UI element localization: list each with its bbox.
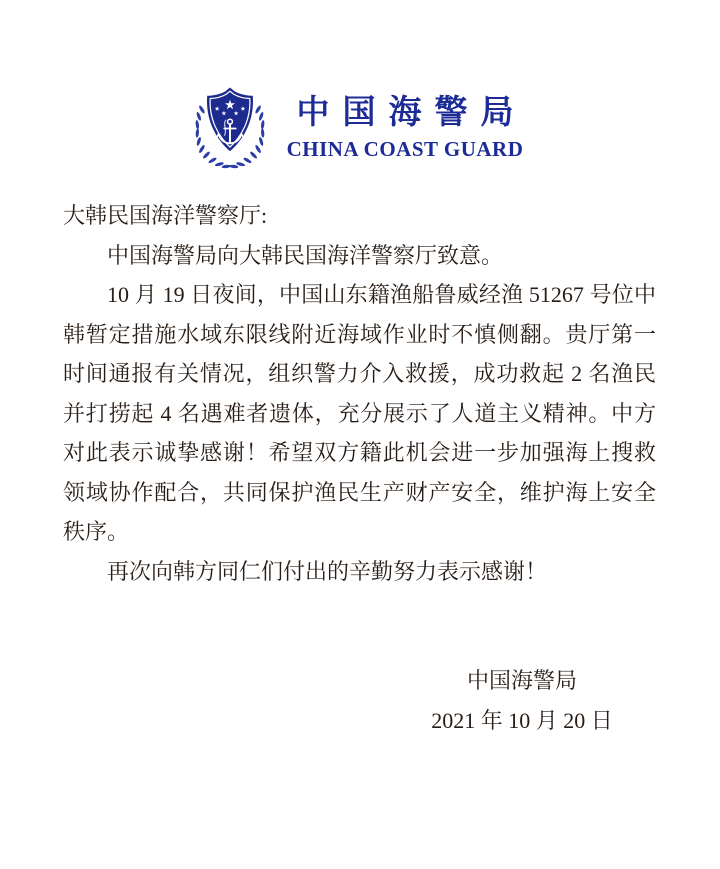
paragraph-thanks: 再次向韩方同仁们付出的辛勤努力表示感谢！ xyxy=(107,558,548,584)
signature-org: 中国海警局 xyxy=(466,668,577,693)
salutation: 大韩民国海洋警察厅: xyxy=(63,203,268,228)
signature-date: 2021 年 10 月 20 日 xyxy=(431,707,613,733)
letterhead xyxy=(286,92,527,161)
paragraph-incident: 10 月 19 日夜间，中国山东籍渔船鲁威经渔 51267 号位中韩暂定措施水域东限线附近海域作业时不慎侧翻。贵厅第一时间通报有关情况，组织警力介入救援，成功救起 2 名渔民并打捞起 4 名遇难者遗体，充分展示了人道主义精神。中方对此表示诚挚感谢！希望双方籍此机会进一步加强海上搜救领域协作配合，共同保护渔民生产财产安全，维护海上安全秩序。 xyxy=(63,282,656,544)
letter-body xyxy=(63,196,656,591)
org-name-english: CHINA COAST GUARD xyxy=(286,137,524,161)
emblem-svg xyxy=(192,85,268,175)
paragraph-greeting: 中国海警局向大韩民国海洋警察厅致意。 xyxy=(107,242,504,268)
signature-block xyxy=(400,661,644,740)
china-coast-guard-emblem-icon xyxy=(192,85,268,175)
org-name-chinese: 中国海警局 xyxy=(296,93,527,130)
